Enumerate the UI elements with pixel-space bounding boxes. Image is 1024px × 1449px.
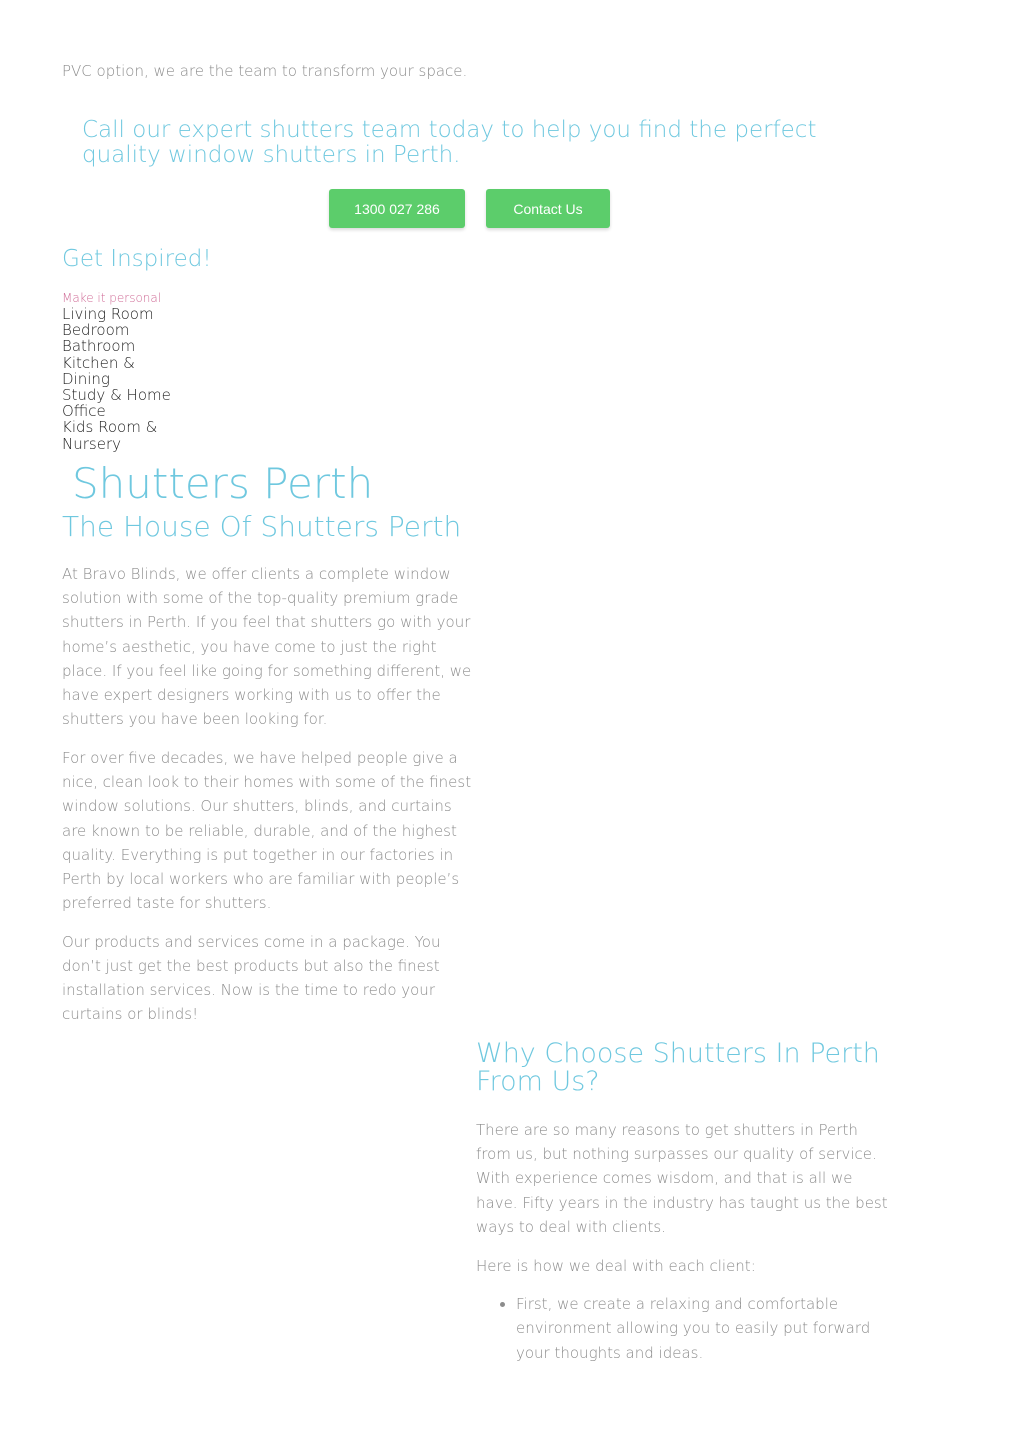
list-item: • First, we create a relaxing and comfortable environment allowing you to easily put forward your thoughts and ideas.	[516, 1292, 896, 1365]
get-inspired-heading: Get Inspired!	[62, 246, 212, 272]
section-subtitle: The House Of Shutters Perth	[62, 510, 462, 543]
why-paragraph: There are so many reasons to get shutters in Perth from us, but nothing surpasses our quality of service. With experience comes wisdom, and that is all we have. Fifty years in the industry has taught us the best ways to deal with clients.	[476, 1121, 888, 1236]
page-title: Shutters Perth	[72, 459, 374, 508]
room-link-kids-room-nursery[interactable]: Kids Room & Nursery	[62, 418, 158, 453]
room-list	[62, 306, 172, 452]
why-choose-body	[476, 1118, 896, 1365]
main-paragraph: At Bravo Blinds, we offer clients a complete window solution with some of the top-quality premium grade shutters in Perth. If you feel that shutters go with your home’s aesthetic, you have come to just the right place. If you feel like going for something different, we have expert designers working with us to offer the shutters you have been looking for.	[62, 565, 472, 729]
room-link-kitchen-dining[interactable]: Kitchen & Dining	[62, 353, 135, 388]
why-paragraph: Here is how we deal with each client:	[476, 1256, 756, 1275]
main-body	[62, 562, 474, 1041]
room-link-living-room[interactable]: Living Room	[62, 305, 154, 323]
why-bullet-list	[476, 1292, 896, 1365]
make-it-personal-tagline: Make it personal	[62, 291, 162, 305]
contact-us-button[interactable]: Contact Us	[486, 189, 610, 228]
intro-text: PVC option, we are the team to transform your space.	[62, 62, 468, 80]
room-link-bedroom[interactable]: Bedroom	[62, 321, 130, 340]
main-paragraph: Our products and services come in a package. You don’t just get the best products but also the finest installation services. Now is the time to redo your curtains or blinds!	[62, 932, 441, 1024]
room-link-study-home-office[interactable]: Study & Home Office	[62, 386, 171, 421]
cta-heading: Call our expert shutters team today to help you find the perfect quality window shutters in Perth.	[82, 117, 817, 168]
main-paragraph: For over five decades, we have helped people give a nice, clean look to their homes with some of the finest window solutions. Our shutters, blinds, and curtains are known to be reliable, durable, and of the highest quality. Everything is put together in our factories in Perth by local workers who are familiar with people’s preferred taste for shutters.	[62, 748, 472, 913]
phone-button[interactable]: 1300 027 286	[329, 189, 465, 228]
why-choose-heading: Why Choose Shutters In Perth From Us?	[476, 1038, 880, 1097]
room-link-bathroom[interactable]: Bathroom	[62, 337, 136, 356]
